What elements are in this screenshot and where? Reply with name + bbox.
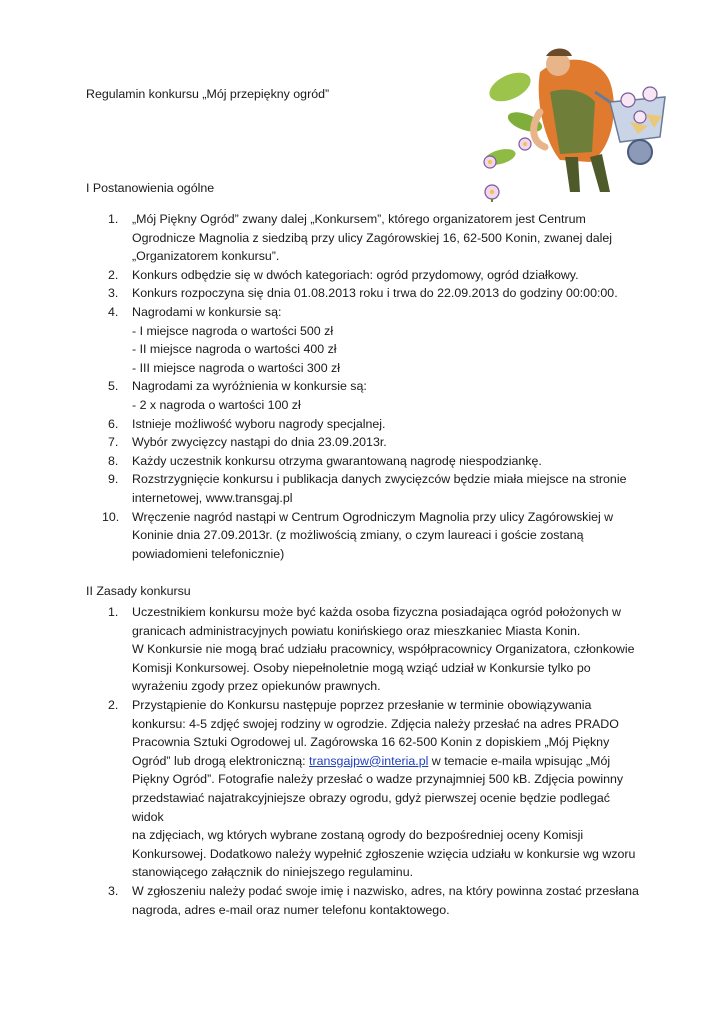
section-heading-general: I Postanowienia ogólne: [86, 181, 215, 195]
contact-email-link[interactable]: transgajpw@interia.pl: [309, 753, 429, 768]
list-item: 3. Konkurs rozpoczyna się dnia 01.08.2013 roku i trwa do 22.09.2013 do godziny 00:00:00.: [108, 286, 618, 301]
list-item: 9. Rozstrzygnięcie konkursu i publikacja danych zwycięzców będzie miała miejsce na stronie internetowej, www.transgaj.pl: [108, 472, 627, 505]
list-item: 5. Nagrodami za wyróżnienia w konkursie są: - 2 x nagroda o wartości 100 zł: [108, 379, 367, 412]
list-item: 7. Wybór zwycięzcy nastąpi do dnia 23.09.2013r.: [108, 435, 387, 450]
list-item: 4. Nagrodami w konkursie są: - I miejsce nagroda o wartości 500 zł - II miejsce nagroda o wartości 400 zł - III miejsce nagroda o wartości 300 zł: [108, 304, 340, 375]
list-item: 2. Konkurs odbędzie się w dwóch kategoriach: ogród przydomowy, ogród działkowy.: [108, 267, 579, 282]
general-provisions-list: [0, 210, 640, 563]
contest-rules-list: [0, 603, 640, 919]
gardener-with-wheelbarrow-illustration: [470, 42, 670, 202]
list-item: 2. Przystąpienie do Konkursu następuje poprzez przesłanie w terminie obowiązywania konkursu: 4-5 zdjęć swojej rodziny w ogrodzie. Zdjęcia należy przesłać na adres PRADO Pracownia Sztuki Ogrodowej ul. Zagórowska 16 62-500 Konin z dopiskiem „Mój Piękny Ogród” lub drogą elektroniczną: transgajpw@interia.pl w temacie e-maila wpisując „Mój Piękny Ogród”. Fotografie należy przesłać o wadze przynajmniej 500 kB. Zdjęcia powinny przedstawiać najatrakcyjniejsze obrazy ogrodu, gdyż pierwszej ocenie będzie podlegać widok na zdjęciach, wg których wybrane zostaną ogrody do bezpośredniej oceny Komisji Konkursowej. Dodatkowo należy wypełnić zgłoszenie wzięcia udziału w konkursie wg wzoru stanowiącego załącznik do niniejszego regulaminu.: [108, 697, 636, 880]
list-item: 10. Wręczenie nagród nastąpi w Centrum Ogrodniczym Magnolia przy ulicy Zagórowskiej w Koninie dnia 27.09.2013r. (z możliwością zmiany, o czym laureaci i goście zostaną powiadomieni telefonicznie): [102, 509, 614, 561]
document-title: Regulamin konkursu „Mój przepiękny ogród”: [86, 87, 330, 101]
section-heading-rules: II Zasady konkursu: [86, 584, 191, 598]
list-item: 1. Uczestnikiem konkursu może być każda osoba fizyczna posiadająca ogród położonych w granicach administracyjnych powiatu konińskiego oraz mieszkaniec Miasta Konin. W Konkursie nie mogą brać udziału pracownicy, współpracownicy Organizatora, członkowie Komisji Konkursowej. Osoby niepełnoletnie mogą wziąć udział w Konkursie tylko po wyrażeniu zgody przez opiekunów prawnych.: [108, 605, 635, 694]
list-item: 8. Każdy uczestnik konkursu otrzyma gwarantowaną nagrodę niespodziankę.: [108, 453, 542, 468]
list-item: 6. Istnieje możliwość wyboru nagrody specjalnej.: [108, 416, 386, 431]
list-item: 3. W zgłoszeniu należy podać swoje imię i nazwisko, adres, na który powinna zostać przesłana nagroda, adres e-mail oraz numer telefonu kontaktowego.: [108, 883, 639, 917]
list-item: 1. „Mój Piękny Ogród” zwany dalej „Konkursem”, którego organizatorem jest Centrum Ogrodnicze Magnolia z siedzibą przy ulicy Zagórowskiej 16, 62-500 Konin, zwanej dalej „Organizatorem konkursu”.: [108, 212, 613, 264]
